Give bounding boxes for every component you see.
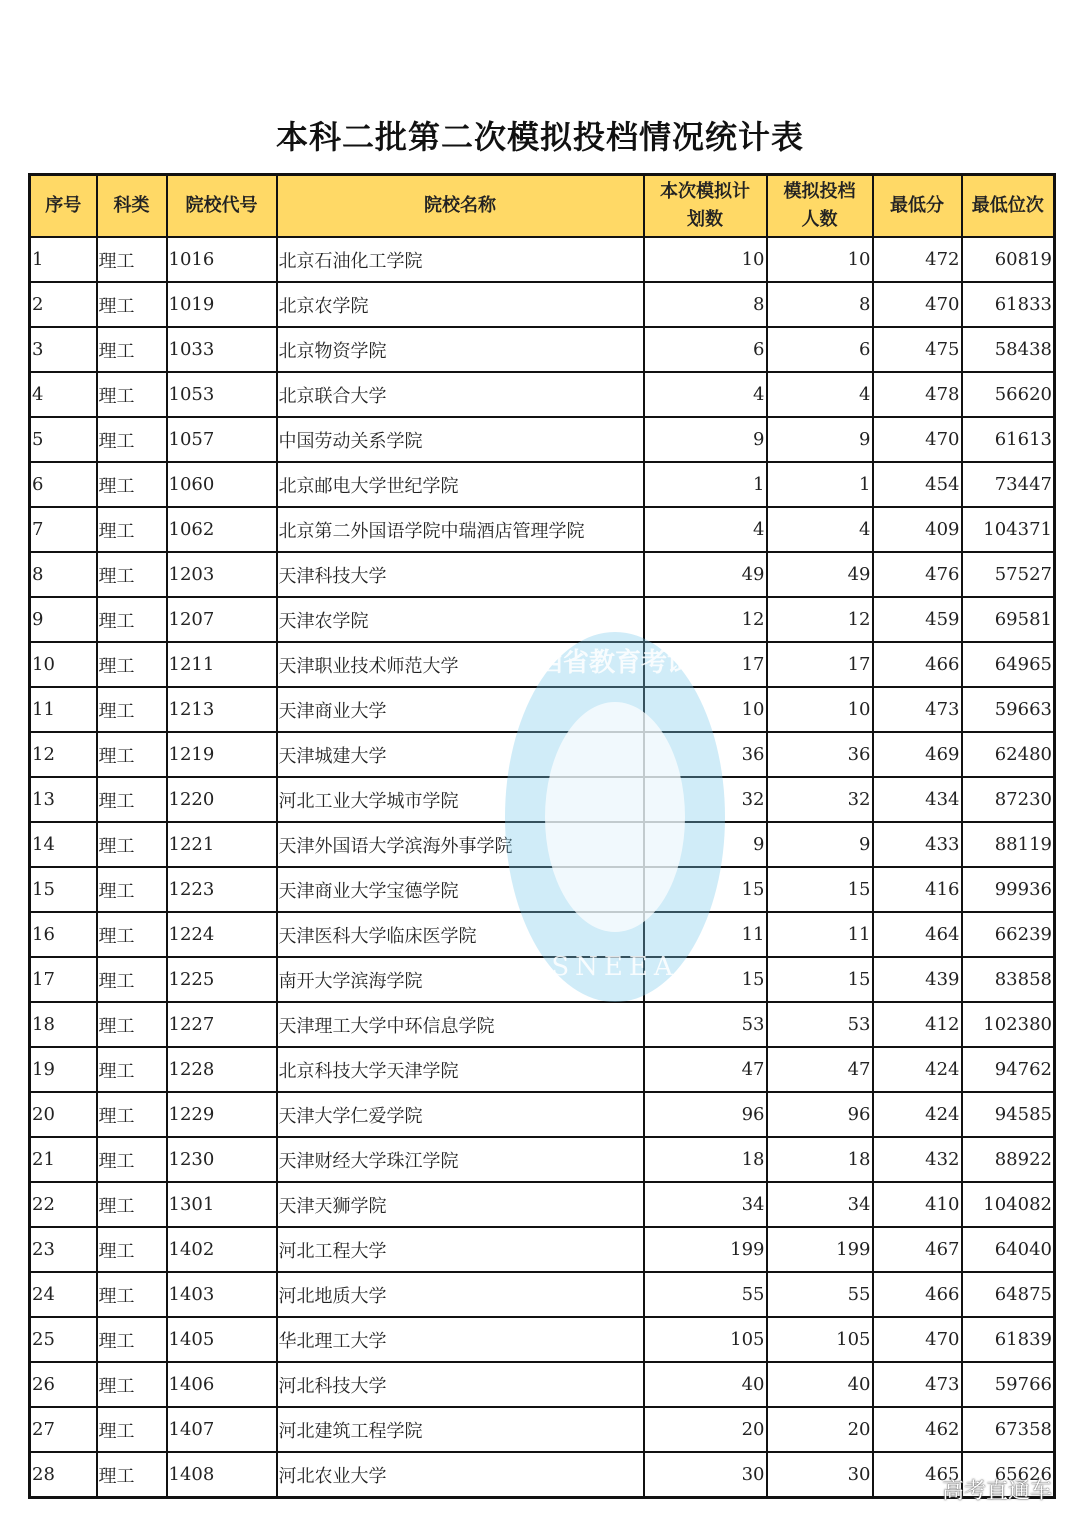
cell-admitted-count: 4 xyxy=(767,372,873,417)
cell-school-name: 天津商业大学宝德学院 xyxy=(277,867,644,912)
cell-category: 理工 xyxy=(97,597,167,642)
cell-plan-count: 55 xyxy=(644,1272,767,1317)
cell-min-score: 424 xyxy=(873,1092,962,1137)
cell-min-rank: 102380 xyxy=(962,1002,1055,1047)
table-row xyxy=(30,732,1055,777)
cell-plan-count: 17 xyxy=(644,642,767,687)
cell-min-score: 464 xyxy=(873,912,962,957)
header-index: 序号 xyxy=(30,175,97,238)
cell-plan-count: 36 xyxy=(644,732,767,777)
cell-min-rank: 73447 xyxy=(962,462,1055,507)
cell-index: 28 xyxy=(30,1452,97,1498)
cell-min-rank: 94585 xyxy=(962,1092,1055,1137)
watermark-abbr: SNEEA xyxy=(551,952,679,982)
cell-category: 理工 xyxy=(97,1452,167,1498)
table-row xyxy=(30,507,1055,552)
cell-min-rank: 94762 xyxy=(962,1047,1055,1092)
cell-school-code: 1019 xyxy=(167,282,277,327)
cell-category: 理工 xyxy=(97,687,167,732)
cell-min-rank: 61613 xyxy=(962,417,1055,462)
cell-min-score: 424 xyxy=(873,1047,962,1092)
cell-school-code: 1227 xyxy=(167,1002,277,1047)
cell-min-rank: 61839 xyxy=(962,1317,1055,1362)
cell-min-score: 470 xyxy=(873,282,962,327)
table-row xyxy=(30,912,1055,957)
cell-index: 16 xyxy=(30,912,97,957)
cell-min-score: 475 xyxy=(873,327,962,372)
table-row xyxy=(30,417,1055,462)
cell-admitted-count: 9 xyxy=(767,417,873,462)
cell-index: 5 xyxy=(30,417,97,462)
cell-school-name: 北京联合大学 xyxy=(277,372,644,417)
cell-category: 理工 xyxy=(97,867,167,912)
cell-plan-count: 47 xyxy=(644,1047,767,1092)
table-row xyxy=(30,327,1055,372)
cell-school-name: 河北地质大学 xyxy=(277,1272,644,1317)
cell-plan-count: 20 xyxy=(644,1407,767,1452)
cell-school-code: 1223 xyxy=(167,867,277,912)
cell-min-rank: 99936 xyxy=(962,867,1055,912)
header-school-name: 院校名称 xyxy=(277,175,644,238)
cell-plan-count: 15 xyxy=(644,867,767,912)
cell-index: 20 xyxy=(30,1092,97,1137)
cell-min-rank: 56620 xyxy=(962,372,1055,417)
cell-school-code: 1057 xyxy=(167,417,277,462)
cell-school-code: 1301 xyxy=(167,1182,277,1227)
table-row xyxy=(30,1092,1055,1137)
cell-category: 理工 xyxy=(97,372,167,417)
cell-school-name: 北京石油化工学院 xyxy=(277,237,644,282)
cell-school-code: 1211 xyxy=(167,642,277,687)
cell-category: 理工 xyxy=(97,1272,167,1317)
cell-school-code: 1403 xyxy=(167,1272,277,1317)
cell-school-code: 1053 xyxy=(167,372,277,417)
cell-index: 19 xyxy=(30,1047,97,1092)
cell-school-code: 1408 xyxy=(167,1452,277,1498)
cell-school-code: 1402 xyxy=(167,1227,277,1272)
cell-plan-count: 4 xyxy=(644,372,767,417)
cell-plan-count: 53 xyxy=(644,1002,767,1047)
cell-min-rank: 61833 xyxy=(962,282,1055,327)
cell-min-rank: 59766 xyxy=(962,1362,1055,1407)
cell-school-name: 天津城建大学 xyxy=(277,732,644,777)
cell-plan-count: 96 xyxy=(644,1092,767,1137)
cell-plan-count: 11 xyxy=(644,912,767,957)
cell-school-name: 北京物资学院 xyxy=(277,327,644,372)
table-row xyxy=(30,822,1055,867)
cell-index: 22 xyxy=(30,1182,97,1227)
cell-index: 3 xyxy=(30,327,97,372)
cell-admitted-count: 11 xyxy=(767,912,873,957)
cell-min-rank: 88119 xyxy=(962,822,1055,867)
page-title: 本科二批第二次模拟投档情况统计表 xyxy=(275,118,804,156)
cell-index: 18 xyxy=(30,1002,97,1047)
cell-category: 理工 xyxy=(97,732,167,777)
cell-category: 理工 xyxy=(97,462,167,507)
table-row xyxy=(30,1047,1055,1092)
cell-admitted-count: 9 xyxy=(767,822,873,867)
cell-admitted-count: 36 xyxy=(767,732,873,777)
header-min-score: 最低分 xyxy=(873,175,962,238)
cell-min-rank: 64965 xyxy=(962,642,1055,687)
cell-admitted-count: 105 xyxy=(767,1317,873,1362)
cell-category: 理工 xyxy=(97,1047,167,1092)
cell-index: 7 xyxy=(30,507,97,552)
cell-category: 理工 xyxy=(97,822,167,867)
cell-admitted-count: 15 xyxy=(767,867,873,912)
cell-admitted-count: 53 xyxy=(767,1002,873,1047)
cell-category: 理工 xyxy=(97,957,167,1002)
table-row xyxy=(30,1272,1055,1317)
cell-school-name: 天津财经大学珠江学院 xyxy=(277,1137,644,1182)
table-row xyxy=(30,1227,1055,1272)
cell-school-name: 天津医科大学临床医学院 xyxy=(277,912,644,957)
cell-index: 26 xyxy=(30,1362,97,1407)
cell-index: 4 xyxy=(30,372,97,417)
table-row xyxy=(30,867,1055,912)
cell-index: 13 xyxy=(30,777,97,822)
cell-min-score: 412 xyxy=(873,1002,962,1047)
cell-admitted-count: 12 xyxy=(767,597,873,642)
cell-school-code: 1016 xyxy=(167,237,277,282)
cell-category: 理工 xyxy=(97,1002,167,1047)
cell-min-score: 472 xyxy=(873,237,962,282)
cell-min-score: 469 xyxy=(873,732,962,777)
table-row xyxy=(30,1362,1055,1407)
cell-school-name: 北京农学院 xyxy=(277,282,644,327)
cell-category: 理工 xyxy=(97,552,167,597)
cell-admitted-count: 34 xyxy=(767,1182,873,1227)
table-row xyxy=(30,1317,1055,1362)
cell-min-rank: 65626 xyxy=(962,1452,1055,1498)
cell-admitted-count: 1 xyxy=(767,462,873,507)
table-row xyxy=(30,552,1055,597)
cell-min-score: 465 xyxy=(873,1452,962,1498)
cell-school-name: 河北工程大学 xyxy=(277,1227,644,1272)
cell-admitted-count: 8 xyxy=(767,282,873,327)
cell-admitted-count: 96 xyxy=(767,1092,873,1137)
cell-admitted-count: 20 xyxy=(767,1407,873,1452)
cell-school-name: 天津职业技术师范大学 xyxy=(277,642,644,687)
header-min-rank: 最低位次 xyxy=(962,175,1055,238)
cell-category: 理工 xyxy=(97,1137,167,1182)
cell-min-rank: 57527 xyxy=(962,552,1055,597)
table-row xyxy=(30,237,1055,282)
cell-min-rank: 88922 xyxy=(962,1137,1055,1182)
cell-category: 理工 xyxy=(97,912,167,957)
cell-min-score: 416 xyxy=(873,867,962,912)
table-row xyxy=(30,1407,1055,1452)
cell-min-score: 466 xyxy=(873,642,962,687)
cell-plan-count: 30 xyxy=(644,1452,767,1498)
cell-school-name: 天津天狮学院 xyxy=(277,1182,644,1227)
cell-school-code: 1225 xyxy=(167,957,277,1002)
cell-category: 理工 xyxy=(97,1182,167,1227)
cell-index: 25 xyxy=(30,1317,97,1362)
cell-plan-count: 18 xyxy=(644,1137,767,1182)
cell-min-score: 433 xyxy=(873,822,962,867)
cell-school-code: 1220 xyxy=(167,777,277,822)
cell-min-score: 476 xyxy=(873,552,962,597)
cell-category: 理工 xyxy=(97,1362,167,1407)
cell-min-rank: 104082 xyxy=(962,1182,1055,1227)
cell-category: 理工 xyxy=(97,642,167,687)
cell-index: 24 xyxy=(30,1272,97,1317)
cell-plan-count: 32 xyxy=(644,777,767,822)
cell-school-name: 北京科技大学天津学院 xyxy=(277,1047,644,1092)
cell-admitted-count: 55 xyxy=(767,1272,873,1317)
header-category: 科类 xyxy=(97,175,167,238)
cell-school-name: 河北农业大学 xyxy=(277,1452,644,1498)
cell-school-code: 1033 xyxy=(167,327,277,372)
cell-category: 理工 xyxy=(97,282,167,327)
header-plan-count: 本次模拟计划数 xyxy=(644,175,767,238)
cell-index: 12 xyxy=(30,732,97,777)
table-row xyxy=(30,687,1055,732)
cell-admitted-count: 47 xyxy=(767,1047,873,1092)
cell-school-code: 1219 xyxy=(167,732,277,777)
cell-school-code: 1203 xyxy=(167,552,277,597)
cell-admitted-count: 15 xyxy=(767,957,873,1002)
cell-admitted-count: 40 xyxy=(767,1362,873,1407)
cell-min-rank: 67358 xyxy=(962,1407,1055,1452)
corner-watermark: 高考直通车 xyxy=(941,1479,1052,1504)
cell-min-rank: 69581 xyxy=(962,597,1055,642)
cell-index: 9 xyxy=(30,597,97,642)
cell-index: 17 xyxy=(30,957,97,1002)
cell-category: 理工 xyxy=(97,1407,167,1452)
cell-index: 15 xyxy=(30,867,97,912)
cell-school-name: 华北理工大学 xyxy=(277,1317,644,1362)
cell-index: 21 xyxy=(30,1137,97,1182)
cell-min-rank: 62480 xyxy=(962,732,1055,777)
cell-school-name: 天津科技大学 xyxy=(277,552,644,597)
cell-school-name: 天津理工大学中环信息学院 xyxy=(277,1002,644,1047)
cell-category: 理工 xyxy=(97,777,167,822)
cell-school-code: 1221 xyxy=(167,822,277,867)
cell-school-name: 天津大学仁爱学院 xyxy=(277,1092,644,1137)
cell-plan-count: 49 xyxy=(644,552,767,597)
cell-school-name: 河北建筑工程学院 xyxy=(277,1407,644,1452)
cell-admitted-count: 17 xyxy=(767,642,873,687)
cell-plan-count: 34 xyxy=(644,1182,767,1227)
cell-admitted-count: 10 xyxy=(767,237,873,282)
cell-min-score: 478 xyxy=(873,372,962,417)
cell-school-code: 1229 xyxy=(167,1092,277,1137)
cell-min-score: 473 xyxy=(873,687,962,732)
cell-school-name: 河北科技大学 xyxy=(277,1362,644,1407)
cell-min-score: 459 xyxy=(873,597,962,642)
cell-school-code: 1407 xyxy=(167,1407,277,1452)
cell-plan-count: 6 xyxy=(644,327,767,372)
cell-admitted-count: 18 xyxy=(767,1137,873,1182)
cell-school-code: 1228 xyxy=(167,1047,277,1092)
cell-school-name: 北京第二外国语学院中瑞酒店管理学院 xyxy=(277,507,644,552)
cell-school-code: 1406 xyxy=(167,1362,277,1407)
cell-school-name: 北京邮电大学世纪学院 xyxy=(277,462,644,507)
cell-admitted-count: 6 xyxy=(767,327,873,372)
cell-plan-count: 8 xyxy=(644,282,767,327)
cell-min-score: 410 xyxy=(873,1182,962,1227)
cell-min-rank: 59663 xyxy=(962,687,1055,732)
cell-plan-count: 9 xyxy=(644,417,767,462)
cell-min-score: 434 xyxy=(873,777,962,822)
cell-plan-count: 10 xyxy=(644,687,767,732)
table-row xyxy=(30,642,1055,687)
cell-category: 理工 xyxy=(97,1227,167,1272)
cell-min-score: 462 xyxy=(873,1407,962,1452)
cell-plan-count: 4 xyxy=(644,507,767,552)
header-school-code: 院校代号 xyxy=(167,175,277,238)
table-row xyxy=(30,1002,1055,1047)
cell-min-rank: 83858 xyxy=(962,957,1055,1002)
cell-min-score: 409 xyxy=(873,507,962,552)
cell-index: 1 xyxy=(30,237,97,282)
cell-min-rank: 64040 xyxy=(962,1227,1055,1272)
admission-stats-table xyxy=(28,173,1056,1499)
cell-school-code: 1207 xyxy=(167,597,277,642)
cell-plan-count: 15 xyxy=(644,957,767,1002)
cell-plan-count: 199 xyxy=(644,1227,767,1272)
table-row xyxy=(30,957,1055,1002)
cell-school-code: 1062 xyxy=(167,507,277,552)
cell-school-code: 1224 xyxy=(167,912,277,957)
cell-plan-count: 1 xyxy=(644,462,767,507)
cell-min-rank: 60819 xyxy=(962,237,1055,282)
table-row xyxy=(30,282,1055,327)
watermark-text: 陕西省教育考试院 xyxy=(510,648,719,678)
cell-index: 6 xyxy=(30,462,97,507)
cell-plan-count: 105 xyxy=(644,1317,767,1362)
cell-admitted-count: 199 xyxy=(767,1227,873,1272)
cell-min-rank: 58438 xyxy=(962,327,1055,372)
cell-min-score: 432 xyxy=(873,1137,962,1182)
cell-min-score: 467 xyxy=(873,1227,962,1272)
cell-index: 14 xyxy=(30,822,97,867)
cell-min-rank: 64875 xyxy=(962,1272,1055,1317)
cell-school-name: 中国劳动关系学院 xyxy=(277,417,644,462)
cell-min-rank: 104371 xyxy=(962,507,1055,552)
cell-school-code: 1405 xyxy=(167,1317,277,1362)
cell-admitted-count: 49 xyxy=(767,552,873,597)
cell-min-rank: 66239 xyxy=(962,912,1055,957)
cell-school-name: 天津商业大学 xyxy=(277,687,644,732)
cell-min-score: 470 xyxy=(873,417,962,462)
cell-category: 理工 xyxy=(97,1317,167,1362)
table-row xyxy=(30,777,1055,822)
cell-min-score: 473 xyxy=(873,1362,962,1407)
cell-school-code: 1213 xyxy=(167,687,277,732)
cell-category: 理工 xyxy=(97,1092,167,1137)
cell-index: 23 xyxy=(30,1227,97,1272)
cell-school-name: 天津农学院 xyxy=(277,597,644,642)
cell-plan-count: 10 xyxy=(644,237,767,282)
header-admitted-count: 模拟投档人数 xyxy=(767,175,873,238)
cell-category: 理工 xyxy=(97,417,167,462)
cell-plan-count: 9 xyxy=(644,822,767,867)
cell-school-name: 南开大学滨海学院 xyxy=(277,957,644,1002)
table-row xyxy=(30,1137,1055,1182)
cell-admitted-count: 10 xyxy=(767,687,873,732)
cell-category: 理工 xyxy=(97,327,167,372)
cell-min-score: 470 xyxy=(873,1317,962,1362)
cell-school-name: 天津外国语大学滨海外事学院 xyxy=(277,822,644,867)
cell-school-code: 1060 xyxy=(167,462,277,507)
table-row xyxy=(30,372,1055,417)
cell-category: 理工 xyxy=(97,237,167,282)
table-row xyxy=(30,597,1055,642)
table-row xyxy=(30,1452,1055,1498)
cell-index: 2 xyxy=(30,282,97,327)
cell-index: 10 xyxy=(30,642,97,687)
cell-school-code: 1230 xyxy=(167,1137,277,1182)
cell-plan-count: 40 xyxy=(644,1362,767,1407)
cell-min-score: 439 xyxy=(873,957,962,1002)
cell-index: 8 xyxy=(30,552,97,597)
cell-index: 27 xyxy=(30,1407,97,1452)
cell-admitted-count: 30 xyxy=(767,1452,873,1498)
cell-plan-count: 12 xyxy=(644,597,767,642)
cell-category: 理工 xyxy=(97,507,167,552)
cell-min-rank: 87230 xyxy=(962,777,1055,822)
cell-min-score: 466 xyxy=(873,1272,962,1317)
cell-index: 11 xyxy=(30,687,97,732)
cell-min-score: 454 xyxy=(873,462,962,507)
cell-admitted-count: 32 xyxy=(767,777,873,822)
table-row xyxy=(30,1182,1055,1227)
header-row xyxy=(30,175,1055,238)
cell-admitted-count: 4 xyxy=(767,507,873,552)
table-row xyxy=(30,462,1055,507)
cell-school-name: 河北工业大学城市学院 xyxy=(277,777,644,822)
